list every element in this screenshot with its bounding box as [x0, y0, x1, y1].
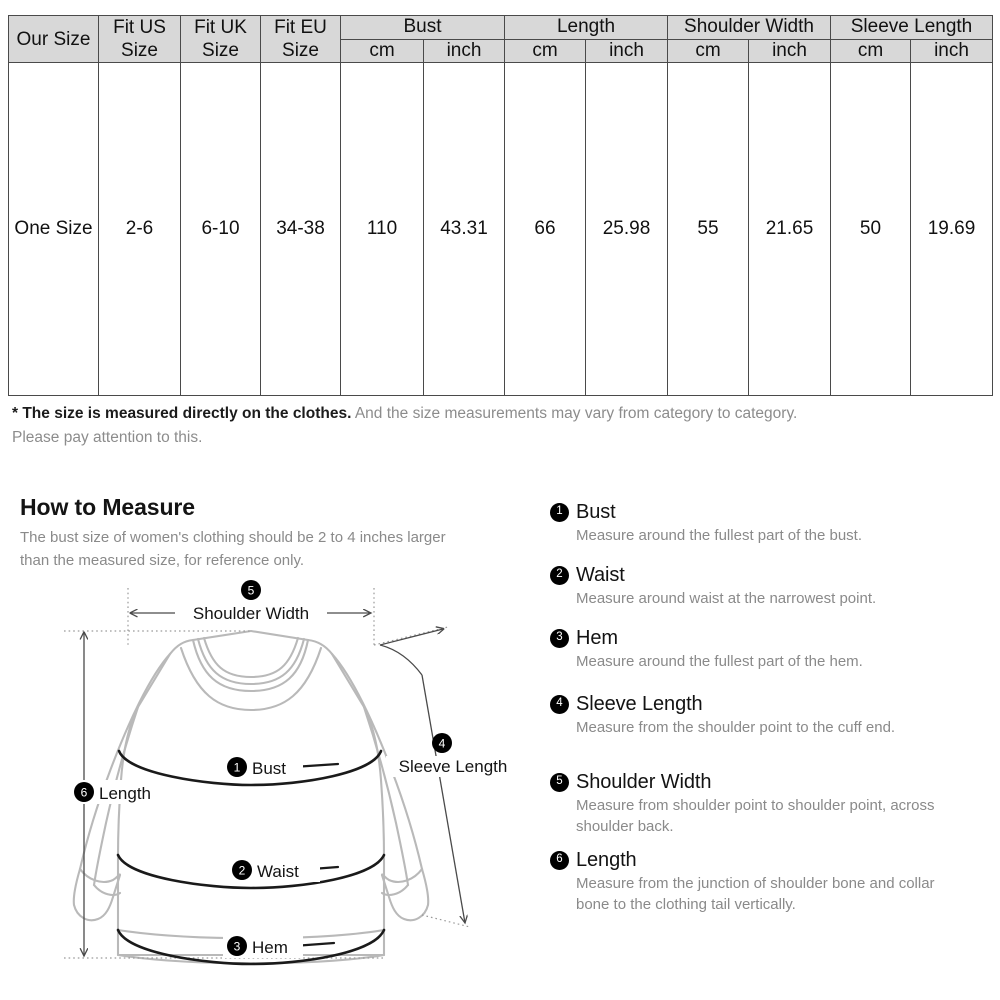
- col-header-our-size: Our Size: [9, 16, 99, 63]
- col-group-sleeve-length: Sleeve Length: [831, 16, 993, 40]
- diagram-badge-6: 6: [80, 785, 88, 800]
- legend-head-bust: [550, 500, 990, 524]
- how-to-measure-title: How to Measure: [20, 494, 195, 520]
- legend-badge-3-icon: 3: [550, 629, 569, 648]
- unit-header-length-inch: inch: [586, 39, 668, 63]
- diagram-label-waist-text: Waist: [257, 862, 299, 881]
- legend-head-hem: [550, 626, 990, 650]
- cell-length-inch: 25.98: [586, 63, 668, 396]
- legend-item-length: [550, 848, 990, 915]
- legend-badge-4-icon: 4: [550, 695, 569, 714]
- diagram-label-hem: [223, 934, 303, 958]
- col-group-bust: Bust: [341, 16, 505, 40]
- legend-title-shoulder-width: Shoulder Width: [576, 770, 712, 793]
- diagram-label-waist: [228, 858, 320, 882]
- cell-sleeve-cm: 50: [831, 63, 911, 396]
- diagram-label-bust-text: Bust: [252, 759, 287, 778]
- legend-badge-2-icon: 2: [550, 566, 569, 585]
- legend-head-waist: [550, 563, 990, 587]
- unit-header-shoulder-inch: inch: [749, 39, 831, 63]
- legend-desc-sleeve-length: Measure from the shoulder point to the cuff end.: [576, 719, 896, 736]
- unit-header-length-cm: cm: [505, 39, 586, 63]
- diagram-badge-2: 2: [238, 863, 246, 878]
- cell-bust-cm: 110: [341, 63, 424, 396]
- legend-head-shoulder-width: [550, 770, 990, 794]
- diagram-label-hem-text: Hem: [252, 938, 288, 957]
- legend-desc-bust: Measure around the fullest part of the bust.: [576, 527, 863, 544]
- cell-bust-inch: 43.31: [424, 63, 505, 396]
- legend-desc-shoulder-width: Measure from shoulder point to shoulder point, across shoulder back.: [576, 797, 935, 835]
- legend-head-length: [550, 848, 990, 872]
- cell-shoulder-cm: 55: [668, 63, 749, 396]
- legend-title-waist: Waist: [576, 563, 625, 586]
- col-group-length: Length: [505, 16, 668, 40]
- cell-fit-us: 2-6: [99, 63, 181, 396]
- legend-badge-5-icon: 5: [550, 773, 569, 792]
- legend-badge-1-icon: 1: [550, 503, 569, 522]
- col-header-fit-us-size: Fit US Size: [99, 16, 181, 63]
- diagram-label-sleeve-length: [386, 733, 520, 777]
- unit-header-bust-inch: inch: [424, 39, 505, 63]
- diagram-label-shoulder-width: [175, 580, 327, 624]
- legend-title-sleeve-length: Sleeve Length: [576, 692, 703, 715]
- unit-header-bust-cm: cm: [341, 39, 424, 63]
- size-disclaimer-rest: And the size measurements may vary from category to category. Please pay attention to this.: [12, 405, 798, 446]
- legend-title-bust: Bust: [576, 500, 616, 523]
- table-header: [9, 16, 993, 63]
- diagram-label-length-text: Length: [99, 784, 151, 803]
- cell-our-size: One Size: [9, 63, 99, 396]
- legend-title-hem: Hem: [576, 626, 618, 649]
- cell-fit-uk: 6-10: [181, 63, 261, 396]
- header-row-groups: [9, 16, 993, 40]
- size-disclaimer: [12, 402, 802, 449]
- col-header-fit-uk-size: Fit UK Size: [181, 16, 261, 63]
- table-body: [9, 63, 993, 396]
- legend-title-length: Length: [576, 848, 637, 871]
- garment-measurement-diagram: [18, 575, 538, 995]
- cell-shoulder-inch: 21.65: [749, 63, 831, 396]
- cell-fit-eu: 34-38: [261, 63, 341, 396]
- diagram-badge-4: 4: [438, 736, 446, 751]
- legend-desc-length: Measure from the junction of shoulder bone and collar bone to the clothing tail vertically.: [576, 875, 935, 913]
- unit-header-shoulder-cm: cm: [668, 39, 749, 63]
- diagram-badge-3: 3: [233, 939, 241, 954]
- legend-badge-6-icon: 6: [550, 851, 569, 870]
- cell-sleeve-inch: 19.69: [911, 63, 993, 396]
- legend-item-shoulder-width: [550, 770, 990, 837]
- size-disclaimer-bold: * The size is measured directly on the clothes.: [12, 405, 352, 422]
- table-row: [9, 63, 993, 396]
- size-table-container: [8, 15, 992, 395]
- legend-item-waist: [550, 563, 990, 610]
- diagram-label-length: [70, 780, 160, 804]
- diagram-badge-5: 5: [247, 583, 255, 598]
- legend-head-sleeve-length: [550, 692, 990, 716]
- legend-item-bust: [550, 500, 990, 547]
- diagram-label-sleeve-length-text: Sleeve Length: [398, 757, 508, 776]
- legend-item-sleeve-length: [550, 692, 990, 739]
- size-table: [8, 15, 993, 396]
- unit-header-sleeve-inch: inch: [911, 39, 993, 63]
- legend-item-hem: [550, 626, 990, 673]
- cell-length-cm: 66: [505, 63, 586, 396]
- diagram-badge-1: 1: [233, 760, 241, 775]
- diagram-label-bust: [223, 755, 303, 779]
- diagram-label-shoulder-width-text: Shoulder Width: [192, 604, 310, 623]
- col-group-shoulder-width: Shoulder Width: [668, 16, 831, 40]
- legend-desc-hem: Measure around the fullest part of the hem.: [576, 653, 863, 670]
- unit-header-sleeve-cm: cm: [831, 39, 911, 63]
- col-header-fit-eu-size: Fit EU Size: [261, 16, 341, 63]
- legend-desc-waist: Measure around waist at the narrowest point.: [576, 590, 877, 607]
- how-to-measure-subtitle: The bust size of women's clothing should be 2 to 4 inches larger than the measured size, for reference only.: [20, 529, 446, 569]
